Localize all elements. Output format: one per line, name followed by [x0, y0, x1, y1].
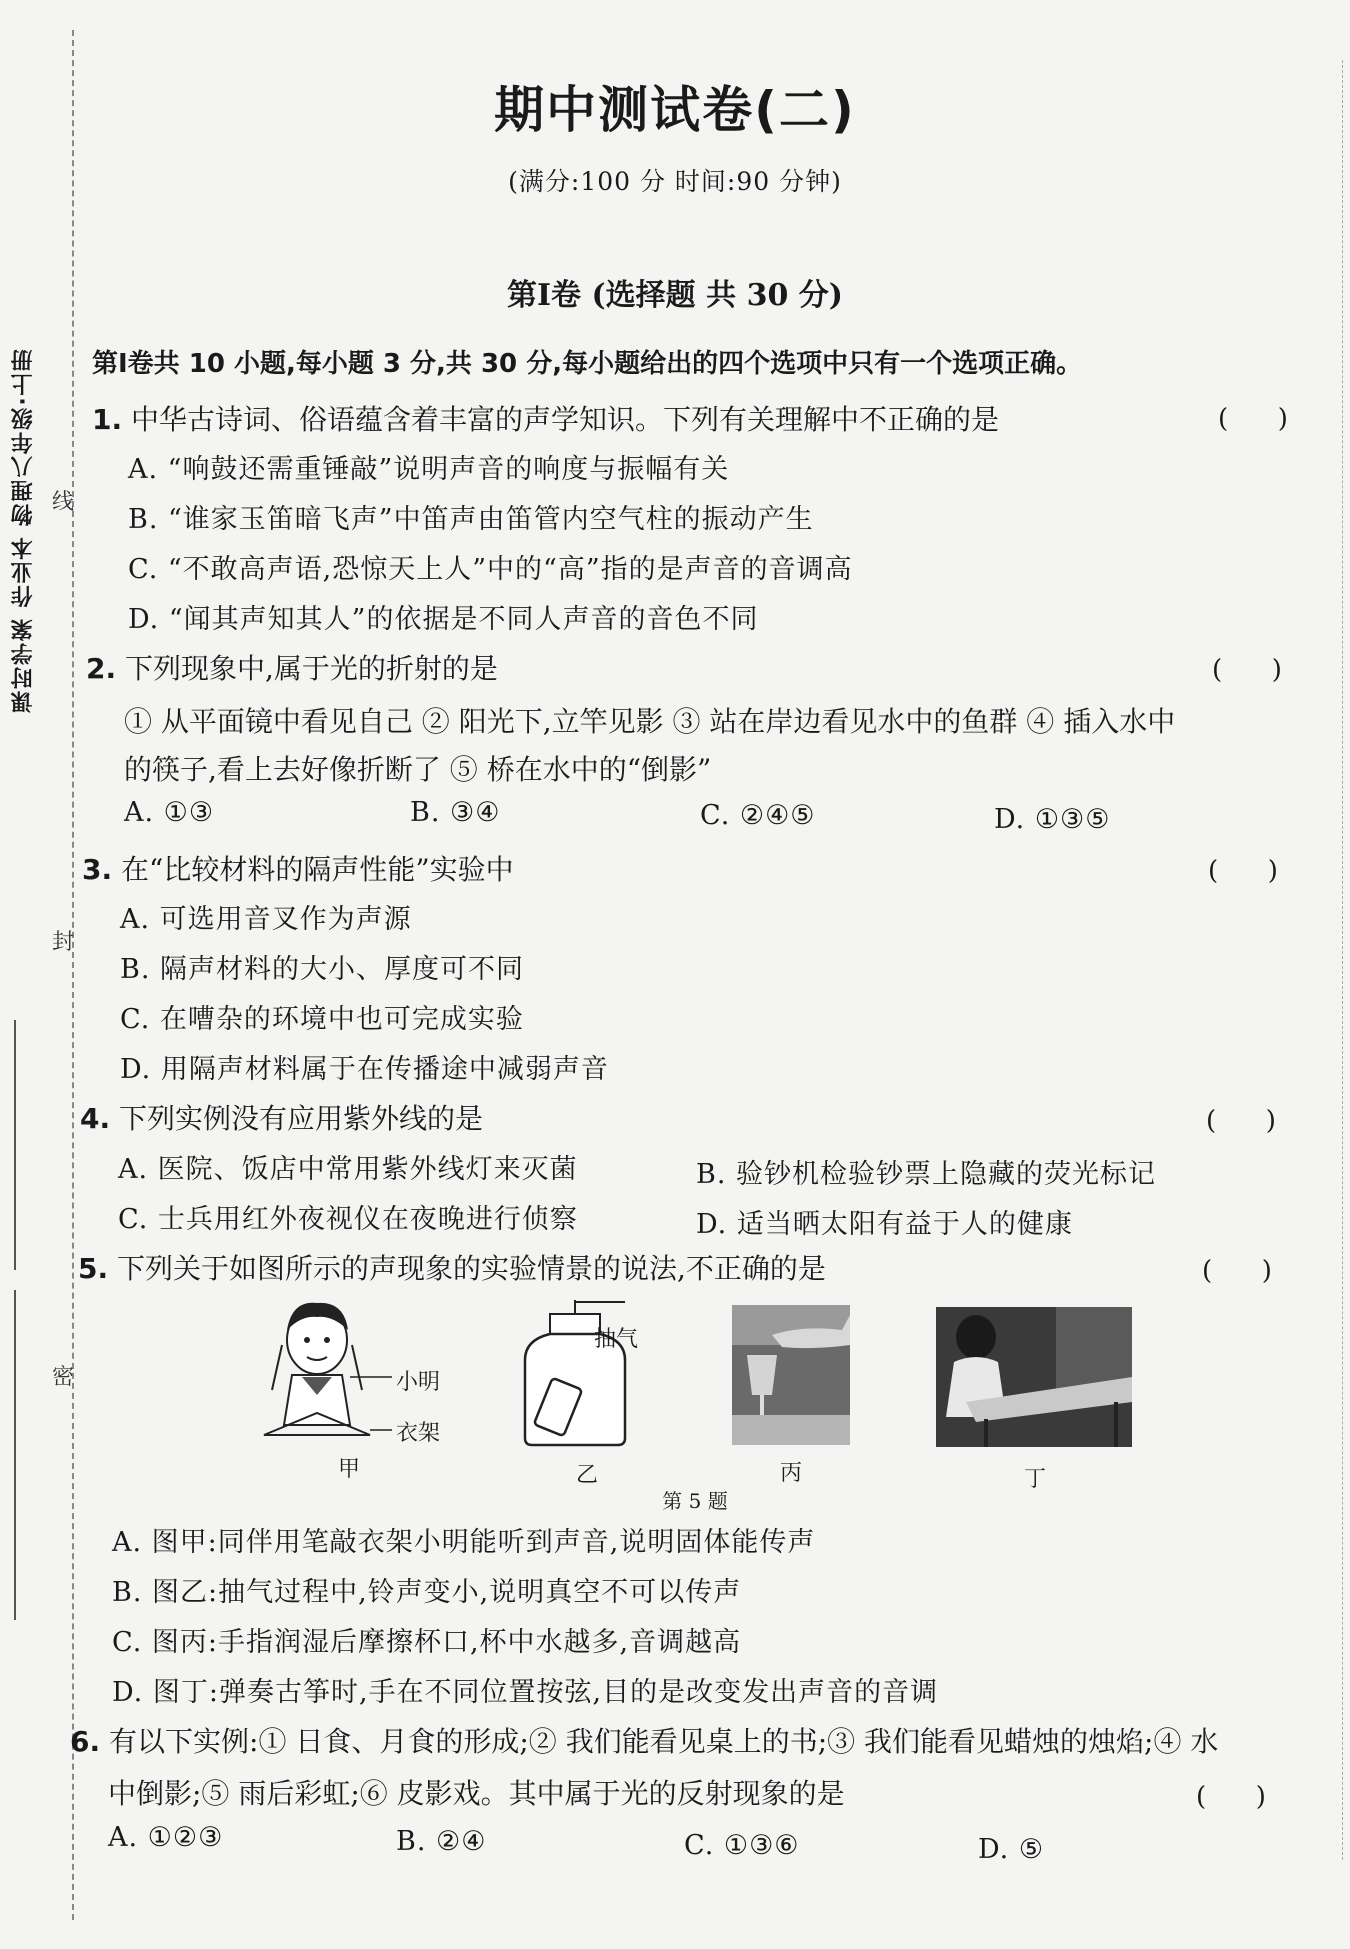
class-write-line: [14, 1290, 16, 1620]
option-b: B. “谁家玉笛暗飞声”中笛声由笛管内空气柱的振动产生: [128, 504, 814, 535]
section-heading: 第Ⅰ卷 (选择题 共 30 分): [507, 278, 843, 313]
side-book-label: 课时学案 作业本 物理八年级·上册: [11, 347, 36, 713]
question-6: [70, 1720, 1218, 1760]
question-stem: 下列实例没有应用紫外线的是: [119, 1102, 484, 1135]
option-c: C. “不敢高声语,恐惊天上人”中的“高”指的是声音的音调高: [128, 554, 853, 585]
question-stem: 下列现象中,属于光的折射的是: [125, 652, 498, 685]
annotation-pump: 抽气: [594, 1327, 639, 1352]
option-c: C. 在嘈杂的环境中也可完成实验: [120, 1004, 524, 1035]
option-b: B. 隔声材料的大小、厚度可不同: [120, 954, 525, 985]
seal-word-seal: 封: [52, 930, 75, 955]
page-subtitle: (满分:100 分 时间:90 分钟): [508, 167, 842, 196]
answer-paren[interactable]: ( ): [1208, 856, 1278, 886]
option-d: D. 适当晒太阳有益于人的健康: [696, 1209, 1073, 1240]
annotation-xiaoming: 小明: [396, 1370, 441, 1395]
option-a: A. 医院、饭店中常用紫外线灯来灭菌: [118, 1154, 578, 1185]
option-b: B. ③④: [410, 797, 501, 828]
question-stem-line: 有以下实例:① 日食、月食的形成;② 我们能看见桌上的书;③ 我们能看见蜡烛的烛焰;④ 水: [109, 1725, 1219, 1758]
question-1: [92, 398, 999, 438]
option-b: B. ②④: [396, 1826, 487, 1857]
question-number: 6.: [70, 1725, 101, 1758]
question-body-line: 的筷子,看上去好像折断了 ⑤ 桥在水中的“倒影”: [124, 753, 712, 786]
question-stem-line: 中倒影;⑤ 雨后彩虹;⑥ 皮影戏。其中属于光的反射现象的是: [108, 1777, 845, 1810]
question-number: 3.: [82, 853, 113, 886]
question-body-line: ① 从平面镜中看见自己 ② 阳光下,立竿见影 ③ 站在岸边看见水中的鱼群 ④ 插入水中: [124, 705, 1176, 738]
question-stem: 在“比较材料的隔声性能”实验中: [121, 853, 514, 886]
option-c: C. ①③⑥: [684, 1830, 800, 1861]
figure-bing-glass-photo: [732, 1305, 850, 1445]
right-margin-line: [1342, 60, 1343, 1860]
question-number: 1.: [92, 403, 123, 436]
annotation-hanger: 衣架: [396, 1421, 441, 1446]
seal-word-dense: 密: [52, 1365, 75, 1390]
answer-paren[interactable]: ( ): [1212, 655, 1282, 685]
answer-paren[interactable]: ( ): [1196, 1782, 1266, 1812]
question-2: [86, 647, 498, 687]
option-a: A. 图甲:同伴用笔敲衣架小明能听到声音,说明固体能传声: [112, 1527, 816, 1558]
question-5: [78, 1247, 826, 1287]
option-d: D. “闻其声知其人”的依据是不同人声音的音色不同: [128, 604, 759, 635]
option-a: A. ①③: [124, 797, 215, 828]
question-number: 2.: [86, 652, 117, 685]
answer-paren[interactable]: ( ): [1206, 1106, 1276, 1136]
figure-label-ding: 丁: [1024, 1467, 1047, 1492]
page-title: 期中测试卷(二): [494, 81, 856, 139]
option-a: A. ①②③: [108, 1822, 224, 1853]
option-d: D. 图丁:弹奏古筝时,手在不同位置按弦,目的是改变发出声音的音调: [112, 1677, 939, 1708]
option-d: D. ①③⑤: [994, 804, 1111, 835]
option-c: C. ②④⑤: [700, 800, 816, 831]
option-a: A. 可选用音叉作为声源: [120, 904, 412, 935]
seal-word-line: 线: [52, 490, 75, 515]
figure-label-bing: 丙: [780, 1461, 803, 1486]
option-d: D. 用隔声材料属于在传播途中减弱声音: [120, 1054, 609, 1085]
option-d: D. ⑤: [978, 1834, 1045, 1865]
answer-paren[interactable]: ( ): [1218, 404, 1288, 434]
question-number: 5.: [78, 1252, 109, 1285]
figure-ding-guzheng-photo: [936, 1307, 1132, 1447]
figure-label-jia: 甲: [338, 1457, 361, 1482]
section-instruction: 第Ⅰ卷共 10 小题,每小题 3 分,共 30 分,每小题给出的四个选项中只有一个选项正确。: [92, 349, 1083, 379]
option-b: B. 验钞机检验钞票上隐藏的荧光标记: [696, 1159, 1157, 1190]
figure-caption: 第 5 题: [662, 1489, 728, 1513]
question-stem: 中华古诗词、俗语蕴含着丰富的声学知识。下列有关理解中不正确的是: [131, 403, 1000, 436]
question-4: [80, 1097, 483, 1137]
figure-label-yi: 乙: [576, 1463, 599, 1488]
question-3: [82, 848, 514, 888]
question-stem: 下列关于如图所示的声现象的实验情景的说法,不正确的是: [117, 1252, 826, 1285]
name-write-line: [14, 1020, 16, 1270]
question-number: 4.: [80, 1102, 111, 1135]
answer-paren[interactable]: ( ): [1202, 1256, 1272, 1286]
option-c: C. 士兵用红外夜视仪在夜晚进行侦察: [118, 1204, 578, 1235]
option-c: C. 图丙:手指润湿后摩擦杯口,杯中水越多,音调越高: [112, 1627, 742, 1658]
option-a: A. “响鼓还需重锤敲”说明声音的响度与振幅有关: [128, 454, 730, 485]
option-b: B. 图乙:抽气过程中,铃声变小,说明真空不可以传声: [112, 1577, 742, 1608]
